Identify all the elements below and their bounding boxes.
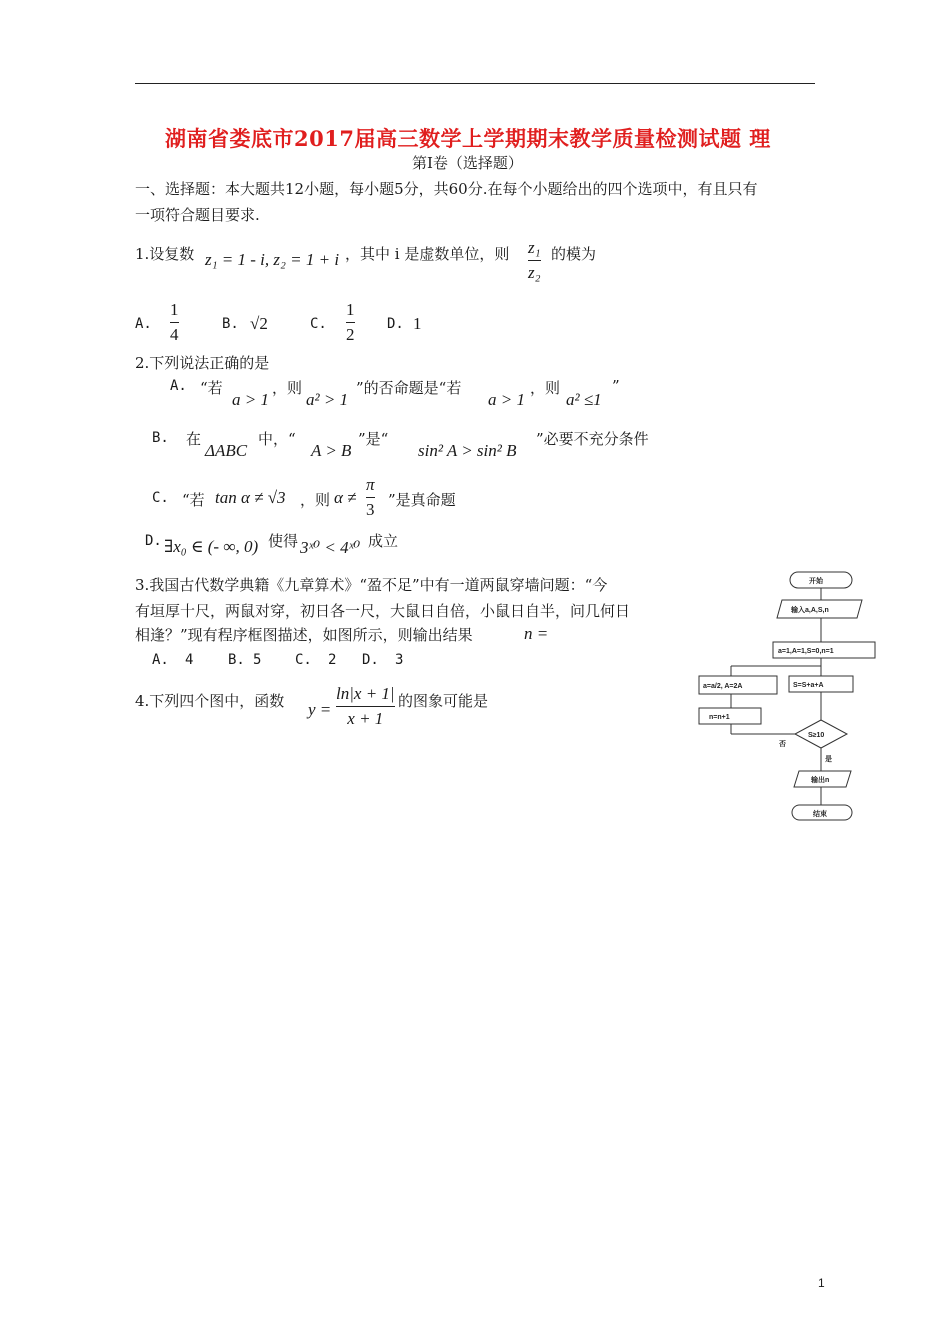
flowchart-yes-label: 是	[825, 756, 832, 763]
q2-c-t2: ，则	[300, 491, 331, 509]
q3-option-b-value: 5	[253, 652, 262, 668]
header-rule	[135, 83, 815, 84]
flowchart-end-label: 结束	[813, 811, 827, 818]
q1-option-a-num: 1	[170, 300, 179, 319]
q2-c-t1: “若	[182, 491, 205, 509]
q1-suffix: 的模为	[551, 245, 597, 263]
q1-frac-num: z₁	[528, 238, 541, 257]
q2-b-t1: 在	[186, 430, 202, 448]
section-subtitle: 第Ⅰ卷（选择题）	[412, 154, 523, 172]
q3-option-a-value: 4	[185, 652, 194, 668]
q2-b-m2: A > B	[311, 441, 352, 460]
q2-a-m2: a² > 1	[306, 390, 349, 409]
q4-lhs: y =	[308, 700, 332, 719]
q2-c-label: C.	[152, 490, 169, 506]
flowchart-update-right-label: S=S+a+A	[793, 682, 824, 689]
q1-prefix: 1.设复数	[135, 245, 195, 263]
q2-d-m1: ∃x₀ ∈ (- ∞, 0)	[164, 537, 259, 556]
flowchart-update-left-label: a=a/2, A=2A	[703, 683, 743, 690]
q2-a-t2: ，则	[272, 379, 303, 397]
q2-c-t3: ”是真命题	[388, 491, 456, 509]
q1-option-a-fraction	[170, 300, 179, 345]
q3-option-c-label: C.	[295, 652, 312, 668]
q4-frac-bar	[336, 706, 395, 707]
q2-d-t2: 成立	[368, 532, 399, 550]
q2-c-fraction	[366, 475, 375, 520]
q3-option-b-label: B.	[228, 652, 245, 668]
q1-option-c-fraction	[346, 300, 355, 345]
q2-stem: 2.下列说法正确的是	[135, 354, 270, 372]
q2-a-m4: a² ≤1	[566, 390, 602, 409]
q3-line3: 相逢？”现有程序框图描述，如图所示，则输出结果	[135, 626, 473, 644]
q2-b-label: B.	[152, 430, 169, 446]
flowchart-increment-label: n=n+1	[709, 714, 730, 721]
q2-d-m2: 3ˣ⁰ < 4ˣ⁰	[300, 538, 361, 557]
q2-b-m3: sin² A > sin² B	[418, 441, 517, 460]
q2-b-t4: ”必要不充分条件	[536, 430, 649, 448]
q3-var: n =	[524, 624, 549, 643]
q3-line2: 有垣厚十尺，两鼠对穿，初日各一尺，大鼠日自倍，小鼠日自半，问几何日	[135, 602, 631, 620]
q4-frac-den: x + 1	[347, 709, 384, 728]
flowchart-no-label: 否	[779, 741, 786, 748]
q2-c-m2: α ≠	[334, 488, 357, 507]
q1-option-b-label: B.	[222, 316, 239, 332]
q1-mid: ，其中 i 是虚数单位，则	[345, 245, 510, 263]
q1-option-d-value: 1	[413, 314, 422, 333]
q1-option-d-label: D.	[387, 316, 404, 332]
q2-d-t1: 使得	[268, 532, 299, 550]
q1-frac-den: z₂	[528, 263, 541, 282]
q2-a-t5: ”	[612, 377, 620, 395]
q2-a-t1: “若	[200, 379, 223, 397]
q3-option-d-value: 3	[395, 652, 404, 668]
q1-fraction	[528, 238, 541, 283]
q2-c-m1: tan α ≠ √3	[215, 488, 286, 507]
q3-option-d-label: D.	[362, 652, 379, 668]
program-flowchart	[695, 568, 885, 833]
q2-a-label: A.	[170, 378, 187, 394]
q1-option-a-label: A.	[135, 316, 152, 332]
q1-frac-bar	[528, 260, 541, 261]
q4-prefix: 4.下列四个图中，函数	[135, 692, 285, 710]
q2-d-label: D.	[145, 533, 162, 549]
q2-a-t4: ，则	[530, 379, 561, 397]
q3-option-a-label: A.	[152, 652, 169, 668]
q1-option-b-value: √2	[250, 314, 268, 333]
q4-suffix: 的图象可能是	[398, 692, 489, 710]
instructions-line1: 一、选择题：本大题共12小题，每小题5分，共60分.在每个小题给出的四个选项中，有且只有	[135, 180, 758, 198]
q2-c-frac-den: 3	[366, 500, 375, 519]
q2-a-t3: ”的否命题是“若	[356, 379, 462, 397]
flowchart-decision-label: S≥10	[808, 732, 825, 739]
flowchart-start-label: 开始	[809, 578, 823, 585]
q3-option-c-value: 2	[328, 652, 337, 668]
q2-c-frac-bar	[366, 497, 375, 498]
document-title: 湖南省娄底市2017届高三数学上学期期末教学质量检测试题 理	[165, 126, 771, 151]
q1-option-c-den: 2	[346, 325, 355, 344]
q2-b-t2: 中，“	[258, 430, 296, 448]
q1-option-c-num: 1	[346, 300, 355, 319]
q1-option-a-bar	[170, 322, 179, 323]
page-number: 1	[818, 1276, 825, 1290]
q4-fraction	[336, 684, 395, 729]
flowchart-input-label: 输入a,A,S,n	[791, 607, 829, 614]
q1-option-c-bar	[346, 322, 355, 323]
q3-line1: 3.我国古代数学典籍《九章算术》“盈不足”中有一道两鼠穿墙问题：“今	[135, 576, 608, 594]
q2-b-t3: ”是“	[358, 430, 389, 448]
q1-formula: z₁ = 1 - i, z₂ = 1 + i	[205, 250, 340, 269]
q2-a-m3: a > 1	[488, 390, 525, 409]
q2-a-m1: a > 1	[232, 390, 269, 409]
q1-option-a-den: 4	[170, 325, 179, 344]
q4-frac-num: ln|x + 1|	[336, 684, 395, 703]
q1-option-c-label: C.	[310, 316, 327, 332]
instructions-line2: 一项符合题目要求.	[135, 206, 260, 224]
flowchart-output-label: 输出n	[811, 777, 830, 784]
q2-b-m1: ΔABC	[205, 441, 248, 460]
flowchart-init-label: a=1,A=1,S=0,n=1	[778, 648, 834, 655]
q2-c-frac-num: π	[366, 475, 375, 494]
